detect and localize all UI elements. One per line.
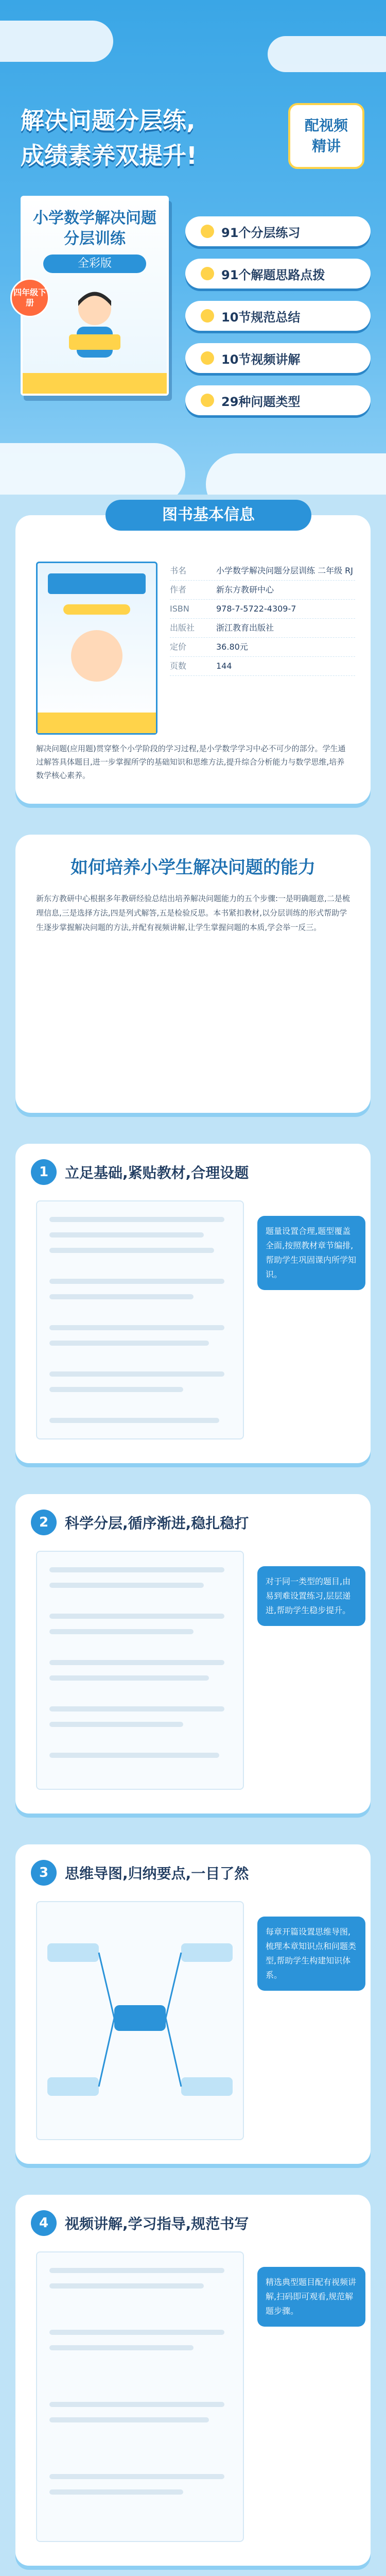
cloud-decoration: [0, 21, 113, 62]
step-number: 3: [31, 1860, 57, 1886]
text-line: [49, 1217, 224, 1222]
cover-subtitle: 全彩版: [43, 255, 146, 273]
info-value: 144: [216, 661, 232, 671]
hero-title-line1: 解决问题分层练,: [21, 107, 196, 134]
step-card-2: [15, 1494, 371, 1814]
text-line: [49, 1629, 194, 1634]
book-cover-icon: [38, 563, 156, 733]
text-line: [49, 1294, 194, 1299]
cultivate-title: 如何培养小学生解决问题的能力: [71, 857, 315, 878]
info-key: 作者: [170, 585, 187, 595]
cultivate-card: [15, 835, 371, 1113]
sample-page: [36, 1200, 244, 1439]
step-card-4: [15, 2195, 371, 2566]
feature-item: [185, 216, 371, 246]
text-line: [49, 2283, 204, 2289]
info-key: 页数: [170, 661, 187, 671]
text-line: [49, 1614, 224, 1619]
cloud-decoration: [0, 443, 185, 495]
step-card-3: [15, 1844, 371, 2164]
text-line: [49, 2489, 183, 2495]
check-icon: [201, 225, 214, 238]
step-header: [31, 2210, 249, 2236]
step-label: 科学分层,循序渐进,稳扎稳打: [65, 1515, 249, 1532]
mind-map-icon: [37, 1902, 243, 2139]
text-line: [49, 2474, 224, 2479]
step-number: 4: [31, 2210, 57, 2236]
text-line: [49, 1232, 204, 1238]
text-line: [49, 1387, 183, 1392]
feature-item: [185, 259, 371, 289]
text-line: [49, 2417, 209, 2422]
text-line: [49, 2402, 224, 2407]
info-value: 小学数学解决问题分层训练 二年级 RJ: [216, 566, 354, 575]
step-note: 每章开篇设置思维导图,梳理本章知识点和问题类型,帮助学生构建知识体系。: [257, 1917, 365, 1991]
info-key: ISBN: [170, 604, 189, 614]
info-key: 出版社: [170, 623, 195, 633]
badge-line2: 精讲: [311, 138, 341, 155]
text-line: [49, 1371, 224, 1377]
hero-banner: [0, 0, 386, 495]
book-info-card: [15, 506, 371, 804]
step-header: [31, 1159, 249, 1185]
info-row: [170, 638, 355, 657]
check-icon: [201, 267, 214, 280]
cultivate-text: 新东方教研中心根据多年教研经验总结出培养解决问题能力的五个步骤:一是明确题意,二是梳理信息,三是选择方法,四是列式解答,五是检验反思。本书紧扣教材,以分层训练的形式帮助学生逐步掌握解决问题的方法,并配有视频讲解,让学生掌握问题的本质,学会举一反三。: [36, 894, 350, 932]
step-card-1: [15, 1144, 371, 1463]
feature-label: 10节规范总结: [221, 310, 301, 325]
step-label: 视频讲解,学习指导,规范书写: [65, 2215, 249, 2232]
check-icon: [201, 351, 214, 365]
text-line: [49, 1567, 224, 1572]
step-header: [31, 1510, 249, 1535]
hero-title-line2: 成绩素养双提升!: [21, 142, 197, 170]
step-label: 立足基础,紧贴教材,合理设题: [65, 1164, 249, 1181]
info-value: 新东方教研中心: [216, 585, 274, 595]
text-line: [49, 1706, 224, 1711]
feature-item: [185, 301, 371, 331]
info-book-cover: [36, 562, 157, 735]
step-header: [31, 1860, 249, 1886]
cover-footer-bar: [23, 373, 167, 394]
info-row: [170, 581, 355, 600]
video-badge: [288, 103, 364, 169]
text-line: [49, 1583, 204, 1588]
mind-map-page: [36, 1901, 244, 2140]
text-line: [49, 1722, 183, 1727]
text-line: [49, 2268, 224, 2273]
text-line: [49, 1248, 214, 1253]
grade-tag: 四年级下册: [10, 278, 49, 317]
step-number: 1: [31, 1159, 57, 1185]
feature-label: 10节视频讲解: [221, 352, 301, 367]
step-number: 2: [31, 1510, 57, 1535]
text-line: [49, 1418, 219, 1423]
cloud-decoration: [206, 453, 386, 495]
text-line: [49, 1279, 224, 1284]
text-line: [49, 1341, 209, 1346]
feature-item: [185, 385, 371, 415]
text-line: [49, 2345, 194, 2350]
cloud-decoration: [268, 36, 386, 72]
text-line: [49, 1753, 219, 1758]
info-row: [170, 600, 355, 619]
check-icon: [201, 394, 214, 407]
info-key: 书名: [170, 566, 187, 575]
info-description: 解决问题(应用题)贯穿整个小学阶段的学习过程,是小学数学学习中必不可少的部分。学生通过解答具体题目,进一步掌握所学的基础知识和思维方法,提升综合分析能力与数学思维,培养数学核心素养。: [36, 744, 346, 780]
hero-title: [21, 103, 262, 173]
step-note: 对于同一类型的题目,由易到难设置练习,层层递进,帮助学生稳步提升。: [257, 1566, 365, 1626]
feature-item: [185, 343, 371, 373]
text-line: [49, 1325, 224, 1330]
feature-label: 29种问题类型: [221, 394, 301, 409]
info-row: [170, 619, 355, 638]
info-table: [170, 562, 355, 676]
feature-label: 91个分层练习: [221, 225, 301, 240]
info-key: 定价: [170, 642, 187, 652]
video-sample-page: [36, 2251, 244, 2542]
step-note: 精选典型题目配有视频讲解,扫码即可观看,规范解题步骤。: [257, 2267, 365, 2327]
info-section-title: 图书基本信息: [106, 500, 311, 531]
step-label: 思维导图,归纳要点,一目了然: [65, 1865, 249, 1882]
info-row: [170, 657, 355, 676]
text-line: [49, 1675, 209, 1681]
info-value: 36.80元: [216, 642, 248, 652]
feature-label: 91个解题思路点拨: [221, 267, 325, 282]
badge-line1: 配视频: [304, 117, 348, 134]
check-icon: [201, 309, 214, 323]
feature-list: [185, 216, 371, 428]
info-value: 978-7-5722-4309-7: [216, 604, 296, 614]
info-row: [170, 562, 355, 581]
text-line: [49, 2330, 224, 2335]
cover-title: 小学数学解决问题分层训练: [33, 209, 156, 248]
sample-page: [36, 1551, 244, 1790]
student-illustration-icon: [59, 285, 131, 363]
info-value: 浙江教育出版社: [216, 623, 274, 633]
text-line: [49, 1660, 224, 1665]
step-note: 题量设置合理,题型覆盖全面,按照教材章节编排,帮助学生巩固课内所学知识。: [257, 1216, 365, 1290]
